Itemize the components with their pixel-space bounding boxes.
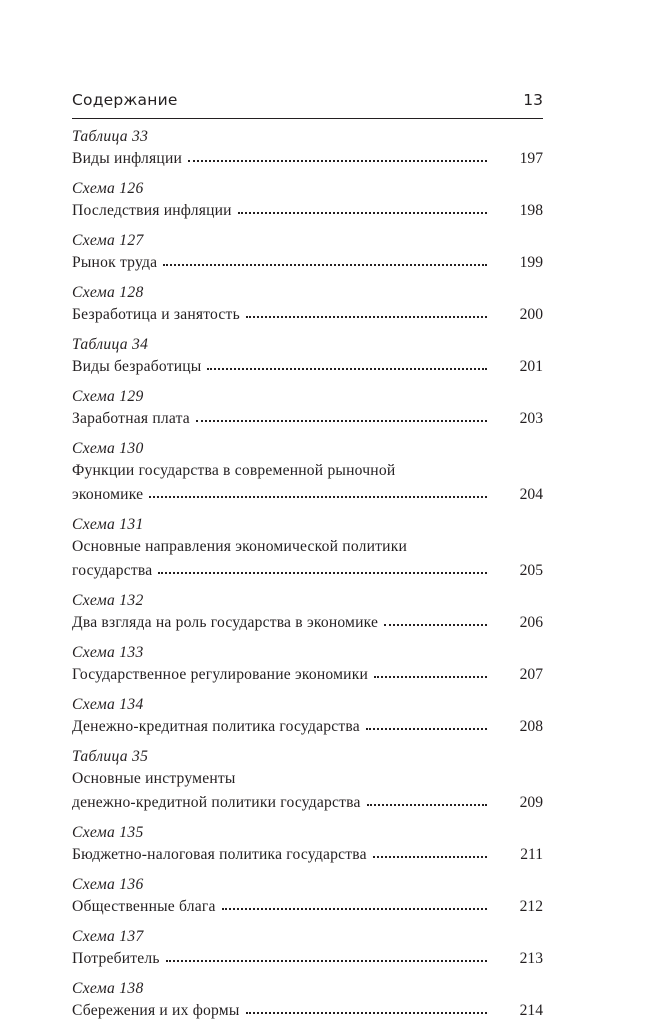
dot-leader bbox=[238, 198, 487, 214]
toc-entry-label: Таблица 34 bbox=[72, 336, 149, 353]
toc-entry-label: Схема 127 bbox=[72, 232, 144, 249]
toc-entry-row bbox=[72, 947, 543, 971]
toc-entry-page: 206 bbox=[519, 614, 543, 631]
dot-leader bbox=[373, 842, 487, 858]
toc-entry-page: 201 bbox=[519, 358, 543, 375]
toc-entry-label: Таблица 33 bbox=[72, 128, 149, 145]
dot-leader bbox=[246, 302, 487, 318]
toc-entry-page: 211 bbox=[520, 846, 543, 863]
toc-entry-row bbox=[72, 559, 543, 583]
book-page bbox=[72, 0, 543, 1019]
toc-entry-label: Схема 138 bbox=[72, 980, 144, 997]
toc-entry-label: Схема 136 bbox=[72, 876, 144, 893]
toc-entry-title: Безработица и занятость bbox=[72, 306, 240, 323]
toc-entry-row bbox=[72, 483, 543, 507]
toc-entry-page: 200 bbox=[519, 306, 543, 323]
running-title: Содержание bbox=[72, 91, 178, 109]
toc-entry bbox=[72, 694, 543, 739]
toc-entry-page: 208 bbox=[519, 718, 543, 735]
dot-leader bbox=[149, 482, 487, 498]
toc-entry-title: Сбережения и их формы bbox=[72, 1002, 240, 1019]
toc-entry-row bbox=[72, 355, 543, 379]
toc-entry-label: Схема 128 bbox=[72, 284, 144, 301]
dot-leader bbox=[196, 406, 487, 422]
toc-entry-page: 199 bbox=[519, 254, 543, 271]
toc-entry-title: государства bbox=[72, 562, 153, 579]
toc-entry bbox=[72, 438, 543, 507]
dot-leader bbox=[384, 610, 487, 626]
dot-leader bbox=[246, 998, 487, 1014]
toc-entry-title-line: Основные направления экономической политики bbox=[72, 538, 408, 555]
toc-entry-row bbox=[72, 663, 543, 687]
toc-entry-row bbox=[72, 199, 543, 223]
table-of-contents bbox=[72, 126, 543, 1030]
toc-entry-title: экономике bbox=[72, 486, 144, 503]
toc-entry-page: 212 bbox=[519, 898, 543, 915]
dot-leader bbox=[374, 662, 487, 678]
dot-leader bbox=[367, 790, 487, 806]
toc-entry-row bbox=[72, 895, 543, 919]
toc-entry-title: Последствия инфляции bbox=[72, 202, 232, 219]
dot-leader bbox=[207, 354, 487, 370]
dot-leader bbox=[163, 250, 487, 266]
toc-entry-row bbox=[72, 303, 543, 327]
toc-entry-label: Схема 134 bbox=[72, 696, 144, 713]
toc-entry-page: 197 bbox=[519, 150, 543, 167]
toc-entry-label: Схема 126 bbox=[72, 180, 144, 197]
toc-entry-row bbox=[72, 999, 543, 1023]
toc-entry-title-line: Функции государства в современной рыночной bbox=[72, 462, 396, 479]
toc-entry bbox=[72, 282, 543, 327]
toc-entry-title: денежно-кредитной политики государства bbox=[72, 794, 361, 811]
toc-entry-page: 205 bbox=[519, 562, 543, 579]
toc-entry-row bbox=[72, 407, 543, 431]
header-rule bbox=[72, 118, 543, 119]
dot-leader bbox=[188, 146, 487, 162]
toc-entry-title: Рынок труда bbox=[72, 254, 158, 271]
toc-entry-title: Государственное регулирование экономики bbox=[72, 666, 369, 683]
dot-leader bbox=[222, 894, 487, 910]
toc-entry-title: Общественные блага bbox=[72, 898, 216, 915]
toc-entry-row bbox=[72, 715, 543, 739]
toc-entry-title: Два взгляда на роль государства в экономике bbox=[72, 614, 379, 631]
toc-entry-title-line: Основные инструменты bbox=[72, 770, 236, 787]
toc-entry bbox=[72, 126, 543, 171]
toc-entry-row bbox=[72, 147, 543, 171]
toc-entry-title: Заработная плата bbox=[72, 410, 190, 427]
toc-entry bbox=[72, 926, 543, 971]
toc-entry-row bbox=[72, 251, 543, 275]
toc-entry bbox=[72, 590, 543, 635]
toc-entry bbox=[72, 874, 543, 919]
toc-entry bbox=[72, 746, 543, 815]
toc-entry-title: Виды инфляции bbox=[72, 150, 183, 167]
toc-entry-title: Виды безработицы bbox=[72, 358, 202, 375]
toc-entry-row bbox=[72, 611, 543, 635]
toc-entry-page: 207 bbox=[519, 666, 543, 683]
toc-entry-page: 198 bbox=[519, 202, 543, 219]
toc-entry-label: Схема 132 bbox=[72, 592, 144, 609]
toc-entry-label: Схема 131 bbox=[72, 516, 144, 533]
toc-entry-label: Таблица 35 bbox=[72, 748, 149, 765]
toc-entry bbox=[72, 230, 543, 275]
toc-entry-row bbox=[72, 843, 543, 867]
toc-entry bbox=[72, 822, 543, 867]
dot-leader bbox=[166, 946, 487, 962]
toc-entry-title: Бюджетно-налоговая политика государства bbox=[72, 846, 367, 863]
toc-entry-label: Схема 129 bbox=[72, 388, 144, 405]
toc-entry-page: 203 bbox=[519, 410, 543, 427]
toc-entry-page: 214 bbox=[519, 1002, 543, 1019]
toc-entry-title: Потребитель bbox=[72, 950, 160, 967]
toc-entry-label: Схема 137 bbox=[72, 928, 144, 945]
toc-entry bbox=[72, 642, 543, 687]
toc-entry-label: Схема 135 bbox=[72, 824, 144, 841]
running-head bbox=[72, 91, 543, 119]
toc-entry bbox=[72, 386, 543, 431]
toc-entry-label: Схема 130 bbox=[72, 440, 144, 457]
page-number: 13 bbox=[523, 91, 543, 109]
toc-entry bbox=[72, 514, 543, 583]
toc-entry-row bbox=[72, 791, 543, 815]
dot-leader bbox=[158, 558, 487, 574]
toc-entry-label: Схема 133 bbox=[72, 644, 144, 661]
toc-entry bbox=[72, 178, 543, 223]
toc-entry bbox=[72, 334, 543, 379]
toc-entry-page: 213 bbox=[519, 950, 543, 967]
dot-leader bbox=[366, 714, 487, 730]
toc-entry-page: 209 bbox=[519, 794, 543, 811]
toc-entry-page: 204 bbox=[519, 486, 543, 503]
toc-entry-title: Денежно-кредитная политика государства bbox=[72, 718, 360, 735]
